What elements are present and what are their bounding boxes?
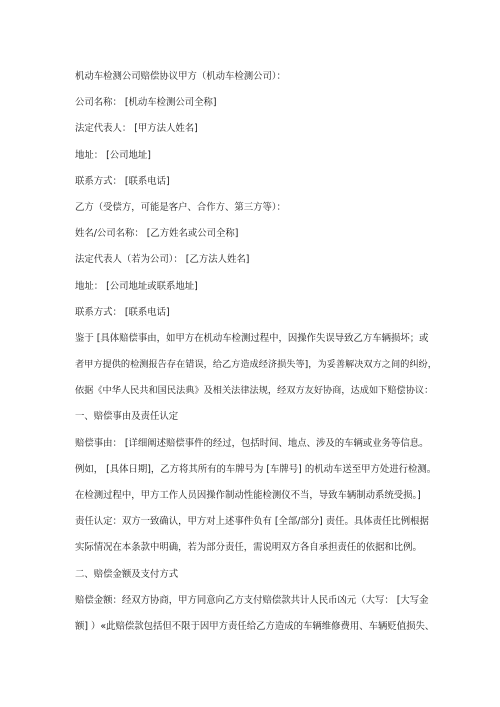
agreement-text — [75, 70, 435, 646]
party-b-legal-rep: 法定代表人（若为公司）： [乙方法人姓名] — [75, 254, 250, 266]
party-b-name: 姓名/公司名称： [乙方姓名或公司全称] — [75, 228, 239, 240]
whereas-paragraph-line-1: 鉴于 [具体赔偿事由，如甲方在机动车检测过程中，因操作失误导致乙方车辆损坏；或 — [75, 332, 429, 344]
section-1-liability-line-2: 实际情况在本条款中明确，若为部分责任，需说明双方各自承担责任的依据和比例。 — [75, 542, 422, 554]
section-1-cause-line-1: 赔偿事由： [详细阐述赔偿事件的经过，包括时间、地点、涉及的车辆或业务等信息。 — [75, 437, 429, 449]
section-2-amount-line-1: 赔偿金额：经双方协商，甲方同意向乙方支付赔偿款共计人民币凶元（大写： [大写金 — [75, 594, 429, 606]
whereas-paragraph-line-3: 依据《中华人民共和国民法典》及相关法律法规，经双方友好协商，达成如下赔偿协议： — [75, 385, 434, 397]
section-1-cause-line-3: 在检测过程中，甲方工作人员因操作制动性能检测仪不当，导致车辆制动系统受损。] — [75, 490, 421, 501]
party-a-heading: 机动车检测公司赔偿协议甲方（机动车检测公司）： — [75, 71, 286, 82]
section-2-heading: 二、赔偿金额及支付方式 — [75, 568, 179, 580]
section-1-heading: 一、赔偿事由及责任认定 — [75, 411, 179, 423]
party-a-contact: 联系方式： [联系电话] — [75, 175, 170, 187]
party-b-heading: 乙方（受偿方，可能是客户、合作方、第三方等）： — [75, 201, 286, 213]
section-2-amount-line-2: 额] ）«此赔偿款包括但不限于因甲方责任给乙方造成的车辆维修费用、车辆贬值损失、 — [75, 620, 435, 632]
party-a-address: 地址： [公司地址] — [75, 149, 151, 161]
section-1-cause-line-2: 例如， [具体日期]，乙方将其所有的车牌号为 [车牌号] 的机动车送至甲方处进行检测。 — [75, 463, 437, 475]
party-b-address: 地址： [公司地址或联系地址] — [75, 280, 198, 292]
party-a-company-name: 公司名称： [机动车检测公司全称] — [75, 97, 217, 109]
whereas-paragraph-line-2: 者甲方提供的检测报告存在错误，给乙方造成经济损失等]，为妥善解决双方之间的纠纷， — [75, 359, 437, 371]
party-b-contact: 联系方式： [联系电话] — [75, 306, 170, 318]
section-1-liability-line-1: 责任认定：双方一致确认，甲方对上述事件负有 [全部/部分] 责任。具体责任比例根据 — [75, 516, 429, 528]
party-a-legal-rep: 法定代表人： [甲方法人姓名] — [75, 123, 198, 135]
